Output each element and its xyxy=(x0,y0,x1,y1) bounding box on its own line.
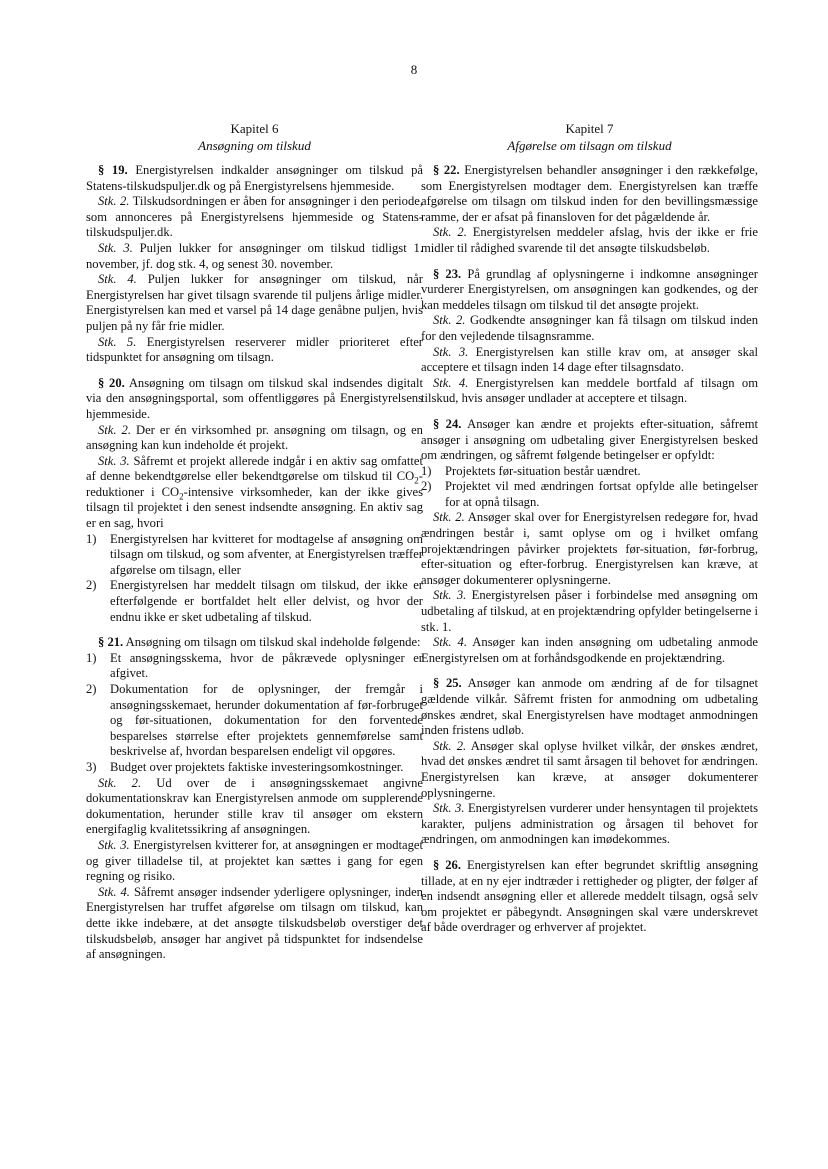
section-number: § 24. xyxy=(433,416,462,431)
section-paragraph xyxy=(421,858,758,936)
stk-text: Ud over de i ansøgningsskemaet angivne dokumentationskrav kan Energistyrelsen anmode om supplerende dokumentation, herunder stille krav til ansøger om ekstern energifaglig kvalitetssikring af ansøgningen. xyxy=(86,775,423,837)
section-number: § 22. xyxy=(433,163,460,177)
stk-label: Stk. 4. xyxy=(98,272,137,287)
stk-paragraph xyxy=(421,376,758,407)
stk-label: Stk. 3. xyxy=(98,837,130,852)
stk-text: Der er én virksomhed pr. ansøgning om tilsagn, og en ansøgning kan kun indeholde ét projekt. xyxy=(86,422,423,453)
stk-paragraph xyxy=(86,241,423,272)
stk-text: Godkendte ansøgninger kan få tilsagn om tilskud inden for den vejledende tilsagnsramme. xyxy=(421,313,758,343)
section-paragraph xyxy=(421,417,758,464)
list-number: 3) xyxy=(86,759,97,774)
stk-paragraph xyxy=(86,838,423,885)
list-text: Dokumentation for de oplysninger, der fremgår i ansøgningsskemaet, herunder dokumentation af før-forbruget og før-situationen, dokumentation for den forventede besparelses størrelse efter projektets gennemførelse samt beskrivelse af, hvordan besparelsen endeligt vil opgøres. xyxy=(110,682,423,759)
stk-paragraph xyxy=(421,225,758,256)
section-26 xyxy=(421,858,758,936)
section-text: Ansøger kan anmode om ændring af de for tilsagnet gældende vilkår. Såfremt fristen for anmodning om udbetaling ønskes ændret, skal Energistyrelsen have modtaget anmodningen inden fristens udløb. xyxy=(421,676,759,738)
section-text: Energistyrelsen behandler ansøgninger i den rækkefølge, som Energistyrelsen modtager dem. Energistyrelsen kan træffe afgørelse om tilsagn om tilskud inden for den bevillingsmæssige ramme, der er afsat på finansloven for det pågældende år. xyxy=(421,163,758,224)
numbered-list xyxy=(86,532,423,626)
section-20 xyxy=(86,376,423,626)
list-item xyxy=(86,532,423,579)
section-text: Ansøgning om tilsagn om tilskud skal indeholde følgende: xyxy=(125,635,421,650)
stk-label: Stk. 5. xyxy=(98,334,137,349)
stk-label: Stk. 2. xyxy=(433,738,467,753)
stk-label: Stk. 4. xyxy=(433,635,467,650)
list-text: Energistyrelsen har kvitteret for modtagelse af ansøgning om tilsagn om tilskud, og som afventer, at Energistyrelsen træffer afgørelse om tilsagn, eller xyxy=(110,531,423,577)
stk-text: Puljen lukker for ansøgninger om tilskud tidligst 1. november, jf. dog stk. 4, og senest 30. november. xyxy=(86,240,423,271)
list-number: 1) xyxy=(421,463,432,478)
stk-label: Stk. 2. xyxy=(433,313,466,328)
stk-text: Energistyrelsen kvitterer for, at ansøgningen er modtaget og giver tilladelse til, at projektet kan sættes i gang for egen regning og risiko. xyxy=(86,837,423,884)
numbered-list xyxy=(421,464,758,511)
section-text: Ansøger kan ændre et projekts efter-situation, såfremt ansøger i ansøgning om udbetaling giver Energistyrelsen besked om ændringen, og såfremt følgende betingelser er opfyldt: xyxy=(421,416,758,463)
stk-label: Stk. 4. xyxy=(98,884,130,899)
chapter-subtitle: Afgørelse om tilsagn om tilskud xyxy=(507,138,672,153)
chapter-title: Kapitel 7 xyxy=(565,121,614,136)
list-text: Energistyrelsen har meddelt tilsagn om tilskud, der ikke er efterfølgende er bortfaldet helt eller delvist, og hvor der endnu ikke er sket udbetaling af tilskud. xyxy=(110,578,423,624)
list-number: 2) xyxy=(421,479,432,494)
stk-label: Stk. 3. xyxy=(433,801,465,816)
stk-paragraph xyxy=(421,345,758,376)
list-text: Projektet vil med ændringen fortsat opfylde alle betingelser for at opnå tilsagn. xyxy=(445,479,758,509)
left-column xyxy=(86,120,423,963)
stk-paragraph xyxy=(421,588,758,635)
stk-paragraph xyxy=(86,272,423,334)
stk-paragraph xyxy=(421,635,758,666)
stk-label: Stk. 3. xyxy=(433,588,467,603)
section-number: § 19. xyxy=(98,163,128,177)
stk-text: Ansøger kan inden ansøgning om udbetaling anmode Energistyrelsen om at forhåndsgodkende en projektændring. xyxy=(421,635,758,665)
section-number: § 20. xyxy=(98,375,125,390)
list-text: Budget over projektets faktiske investeringsomkostninger. xyxy=(110,759,404,774)
section-paragraph xyxy=(421,163,758,225)
stk-text: Såfremt ansøger indsender yderligere oplysninger, inden Energistyrelsen har truffet afgørelse om tilsagn om tilskud, kan dette ikke indebære, at det ansøgte tilskudsbeløb overstiger det tilskudsbeløb, ansøger har angivet på tidspunktet for indsendelse af ansøgningen. xyxy=(86,884,423,962)
section-paragraph xyxy=(421,676,758,738)
stk-text: Energistyrelsen kan meddele bortfald af tilsagn om tilskud, hvis ansøger undlader at acceptere et tilsagn. xyxy=(421,375,758,406)
stk-paragraph xyxy=(86,454,423,532)
list-item xyxy=(86,651,423,682)
stk-text: Energistyrelsen meddeler afslag, hvis der ikke er frie midler til rådighed svarende til det ansøgte tilskudsbeløb. xyxy=(421,225,758,255)
stk-label: Stk. 2. xyxy=(98,775,142,790)
section-21 xyxy=(86,635,423,962)
stk-label: Stk. 3. xyxy=(98,453,130,468)
stk-label: Stk. 3. xyxy=(433,344,469,359)
stk-text: Energistyrelsen vurderer under hensyntagen til projektets karakter, puljens administration og årsagen til behovet for ændringen, om anmodningen kan imødekommes. xyxy=(421,801,758,847)
section-text: Energistyrelsen indkalder ansøgninger om tilskud på Statens-tilskudspuljer.dk og på Energistyrelsens hjemmeside. xyxy=(86,163,424,193)
subscript: 2 xyxy=(414,475,419,486)
stk-text-a: Såfremt et projekt allerede indgår i en aktiv sag omfattet af denne bekendtgørelse eller bekendtgørelse om tilskud til CO xyxy=(86,453,423,484)
chapter-title: Kapitel 6 xyxy=(230,121,279,136)
section-23 xyxy=(421,267,758,407)
section-paragraph xyxy=(86,376,423,423)
stk-text: Puljen lukker for ansøgninger om tilskud, når Energistyrelsen har givet tilsagn svarende til puljens årlige midler. Energistyrelsen kan med et varsel på 14 dage genåbne puljen, hvis puljen på ny får frie midler. xyxy=(86,272,423,333)
right-column xyxy=(421,120,758,936)
stk-text-b: -reduktioner i CO xyxy=(86,469,423,499)
section-number: § 25. xyxy=(433,676,462,691)
chapter-subtitle: Ansøgning om tilskud xyxy=(198,138,311,153)
stk-label: Stk. 4. xyxy=(433,375,469,390)
stk-paragraph xyxy=(421,739,758,801)
stk-text: Energistyrelsen påser i forbindelse med ansøgning om udbetaling af tilskud, at en projektændring opfylder betingelserne i stk. 1. xyxy=(421,588,758,634)
section-paragraph xyxy=(86,635,423,651)
section-number: § 21. xyxy=(98,635,124,650)
list-item xyxy=(421,479,758,510)
stk-paragraph xyxy=(86,885,423,963)
list-item xyxy=(421,464,758,480)
stk-label: Stk. 2. xyxy=(433,510,465,525)
list-item xyxy=(86,682,423,760)
stk-text-c: -intensive virksomheder, kan der ikke gives tilsagn til projektet i den senest indsendte ansøgning. En aktiv sag er en sag, hvori xyxy=(86,484,424,531)
stk-text: Ansøger skal over for Energistyrelsen redegøre for, hvad ændringen består i, samt oplyse om og i hvilket omfang projektændringen påvirker projektets før-situation, før-forbrug, efter-situation og efter-forbrug. Energistyrelsen kan kræve, at ansøger dokumenterer oplysningerne. xyxy=(421,510,758,587)
list-item xyxy=(86,578,423,625)
list-number: 1) xyxy=(86,650,97,665)
section-19 xyxy=(86,163,423,366)
stk-label: Stk. 2. xyxy=(98,194,130,209)
list-number: 1) xyxy=(86,531,97,546)
section-25 xyxy=(421,676,758,848)
stk-label: Stk. 3. xyxy=(98,240,133,255)
stk-text: Tilskudsordningen er åben for ansøgninger i den periode, som annonceres på Energistyrelsens hjemmeside og Statens-tilskudspuljer.dk. xyxy=(86,194,423,240)
list-number: 2) xyxy=(86,682,97,696)
section-number: § 23. xyxy=(433,266,462,281)
list-number: 2) xyxy=(86,578,97,593)
page-number: 8 xyxy=(410,62,418,77)
section-number: § 26. xyxy=(433,857,461,872)
list-text: Projektets før-situation består uændret. xyxy=(445,463,641,478)
section-text: Energistyrelsen kan efter begrundet skriftlig ansøgning tillade, at en ny ejer indtræder i rettigheder og pligter, der følger af en indsendt ansøgning eller et allerede meddelt tilsagn, også selv om projektet er påbegyndt. Ansøgningen skal være underskrevet af både overdrager og erhverver af projektet. xyxy=(421,857,759,935)
section-paragraph xyxy=(86,163,423,194)
stk-text: Ansøger skal oplyse hvilket vilkår, der ønskes ændret, hvad det ønskes ændret til samt årsagen til behovet for ændringen. Energistyrelsen kan kræve, at ansøger dokumenterer oplysningerne. xyxy=(421,738,758,800)
stk-paragraph xyxy=(86,776,423,838)
section-24 xyxy=(421,417,758,667)
stk-paragraph xyxy=(86,335,423,366)
stk-paragraph xyxy=(86,423,423,454)
section-text: Ansøgning om tilsagn om tilskud skal indsendes digitalt via den ansøgningsportal, som offentliggøres på Energistyrelsens hjemmeside. xyxy=(86,375,423,421)
section-paragraph xyxy=(421,267,758,314)
numbered-list xyxy=(86,651,423,776)
stk-text: Energistyrelsen reserverer midler prioriteret efter tidspunktet for ansøgning om tilsagn. xyxy=(86,334,423,365)
list-item xyxy=(86,760,423,776)
stk-paragraph xyxy=(86,194,423,241)
stk-label: Stk. 2. xyxy=(433,225,467,240)
stk-label: Stk. 2. xyxy=(98,422,131,437)
list-text: Et ansøgningsskema, hvor de påkrævede oplysninger er afgivet. xyxy=(110,650,423,681)
stk-text: Energistyrelsen kan stille krav om, at ansøger skal acceptere et tilsagn inden 14 dage efter tilsagnsdato. xyxy=(421,344,758,375)
section-22 xyxy=(421,163,758,257)
stk-paragraph xyxy=(421,313,758,344)
stk-paragraph xyxy=(421,801,758,848)
section-text: På grundlag af oplysningerne i indkomne ansøgninger vurderer Energistyrelsen, om ansøgningen kan godkendes, og der kan meddeles tilsagn om tilskud til det ansøgte projekt. xyxy=(421,266,759,312)
subscript: 2 xyxy=(179,491,184,502)
stk-paragraph xyxy=(421,510,758,588)
